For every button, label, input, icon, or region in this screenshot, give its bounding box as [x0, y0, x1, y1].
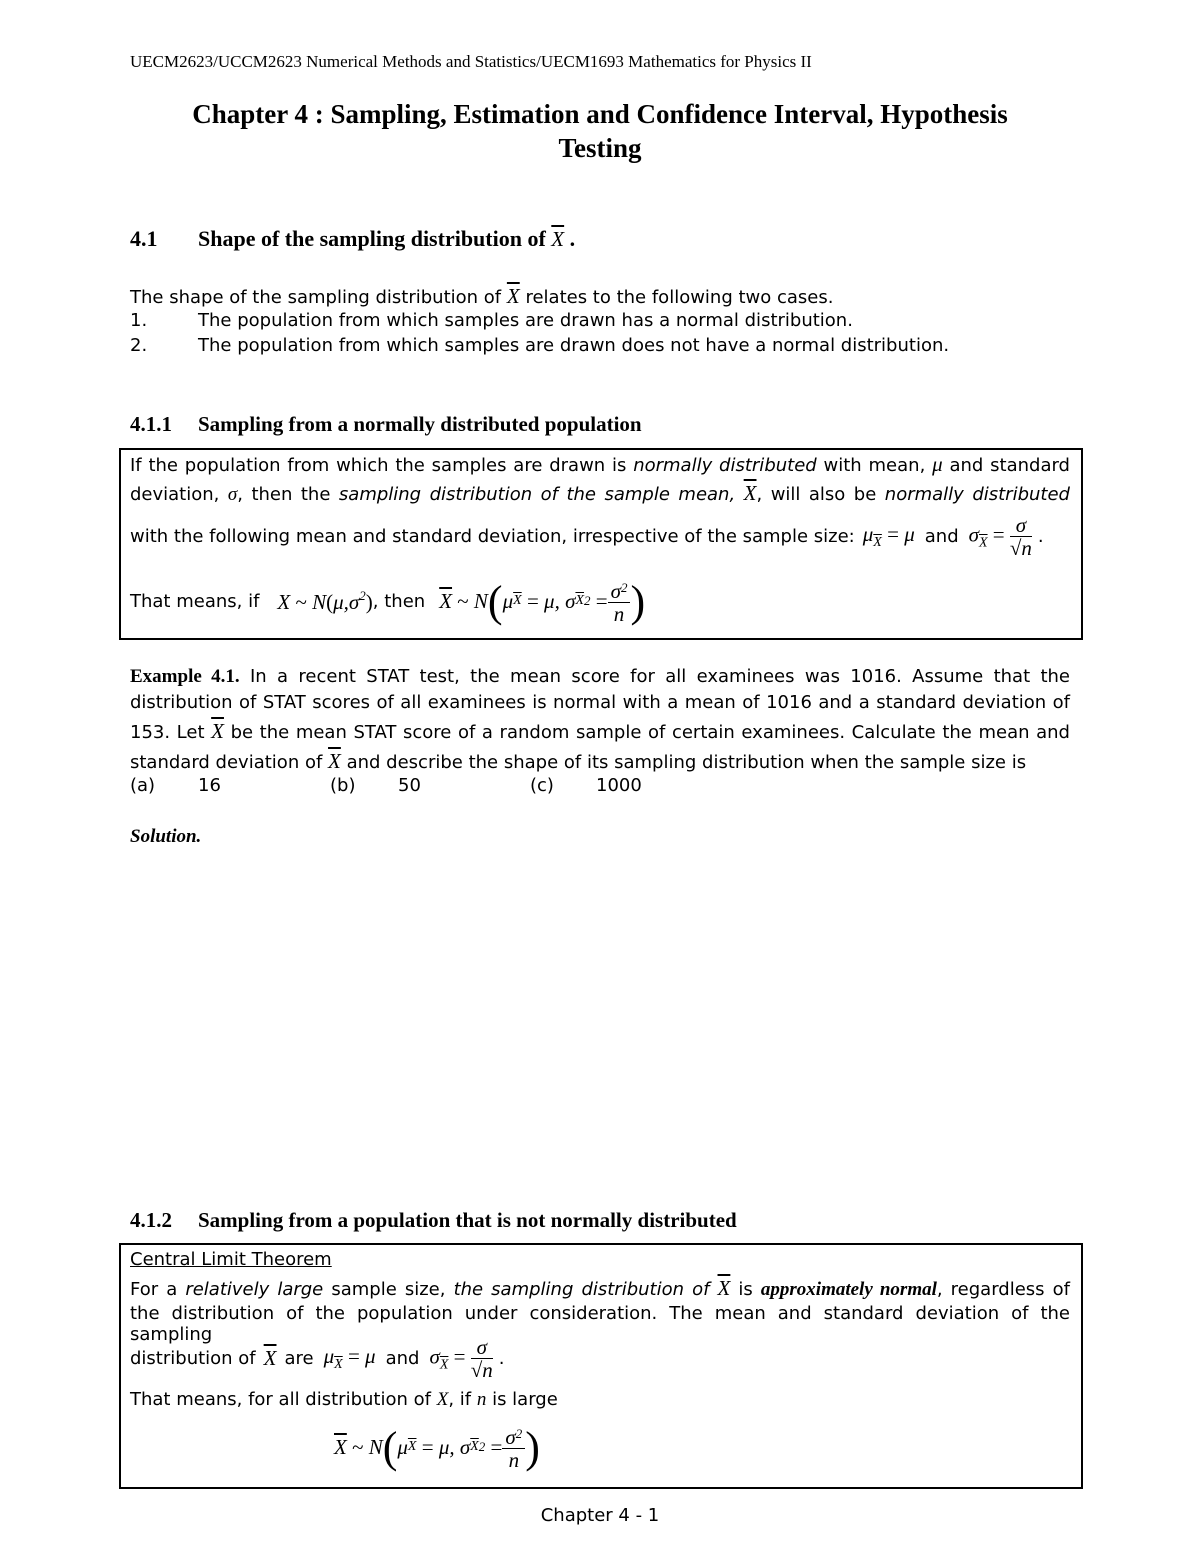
- section-4-1-heading: [130, 226, 575, 252]
- box1-line3: with the following mean and standard deviation, irrespective of the sample size: $\mu_{\overline{X}} = \mu$ and $\sigma_{\overline{X}}$ = $\frac{\sigma}{√n}$ .: [130, 512, 1044, 560]
- example-line3: [130, 719, 1070, 744]
- intro-line-b: relates to the following two cases.: [525, 287, 834, 308]
- text-italic: sampling distribution of the sample mean,: [338, 484, 736, 505]
- section-title: Shape of the sampling distribution of: [198, 226, 546, 251]
- text: , then the: [237, 484, 331, 505]
- example-label: Example 4.1.: [130, 666, 240, 687]
- box1-line1: [130, 452, 1070, 477]
- text: , then: [372, 590, 426, 612]
- intro-text: [130, 284, 833, 309]
- clt-line3: distribution of $\overline{X}$ are $\mu_{\overline{X}} = \mu$ and $\sigma_{\overline{X}}$ = $\frac{\sigma}{√n}$ .: [130, 1334, 505, 1382]
- text-bold-italic: approximately normal: [760, 1279, 937, 1300]
- population-distribution: X ~ $N(\mu,\sigma^2)$: [277, 587, 373, 614]
- box1-line2: [130, 481, 1070, 506]
- text: standard deviation of: [130, 752, 323, 773]
- xbar-symbol: $\overline{X}$: [211, 719, 224, 743]
- x-symbol: X: [436, 1389, 449, 1410]
- section-title: Sampling from a normally distributed population: [198, 412, 642, 436]
- intro-item-1: [130, 310, 853, 331]
- example-part-c: [530, 775, 642, 796]
- section-title: Sampling from a population that is not normally distributed: [198, 1208, 737, 1232]
- text: and standard: [949, 455, 1070, 476]
- example-line2: distribution of STAT scores of all examinees is normal with a mean of 1016 and a standard deviation of: [130, 692, 1070, 713]
- text: For a: [130, 1279, 178, 1300]
- text: That means, for all distribution of: [130, 1389, 431, 1410]
- text: deviation,: [130, 484, 220, 505]
- text: sample size,: [331, 1279, 446, 1300]
- text: distribution of: [130, 1347, 256, 1369]
- section-number: 4.1.2: [130, 1208, 172, 1232]
- xbar-symbol: $\overline{X}$: [263, 1345, 277, 1370]
- text-italic: the sampling distribution of: [453, 1279, 710, 1300]
- section-4-1-1-heading: [130, 412, 642, 437]
- text: , will also be: [756, 484, 877, 505]
- section-title-end: .: [569, 226, 576, 251]
- text: In a recent STAT test, the mean score for all examinees was 1016. Assume that the: [250, 666, 1071, 687]
- mu-symbol: μ: [932, 452, 943, 476]
- n-symbol: n: [476, 1389, 487, 1410]
- example-line1: [130, 666, 1070, 688]
- text: be the mean STAT score of a random sample of certain examinees. Calculate the mean and: [230, 722, 1070, 743]
- text: 153. Let: [130, 722, 205, 743]
- example-part-b: [330, 775, 421, 796]
- clt-line1: [130, 1276, 1070, 1301]
- intro-item-2: [130, 335, 949, 356]
- text: and: [385, 1347, 420, 1369]
- part-value: 50: [398, 775, 421, 796]
- sd-formula: $\sigma_{\overline{X}}$ = $\frac{\sigma}{√n}$: [429, 1334, 493, 1382]
- clt-line2: the distribution of the population under consideration. The mean and standard deviation of the sampling: [130, 1303, 1070, 1345]
- mean-formula: $\mu_{\overline{X}} = \mu$: [323, 1343, 376, 1372]
- text-italic: normally distributed: [633, 455, 817, 476]
- item-text: The population from which samples are drawn does not have a normal distribution.: [198, 335, 950, 356]
- text: If the population from which the samples are drawn is: [130, 455, 627, 476]
- xbar-symbol: $\overline{X}$: [551, 227, 565, 251]
- clt-heading: Central Limit Theorem: [130, 1249, 332, 1270]
- item-number: 2.: [130, 335, 148, 356]
- clt-formula: [334, 1414, 540, 1480]
- page-header: UECM2623/UCCM2623 Numerical Methods and Statistics/UECM1693 Mathematics for Physics II: [130, 52, 812, 71]
- mean-formula: $\mu_{\overline{X}} = \mu$: [862, 521, 915, 550]
- sampling-distribution: $\overline{X}$ ~ N ( μ $\overline{X}$ = μ, σ $\overline{X}$ 2 = $\frac{\sigma^2}{n}$ ): [439, 576, 646, 626]
- clt-line4: [130, 1389, 558, 1411]
- chapter-title-line2: Testing: [558, 133, 642, 163]
- part-value: 1000: [596, 775, 642, 796]
- sd-formula: $\sigma_{\overline{X}}$ = $\frac{\sigma}{√n}$: [968, 512, 1032, 560]
- solution-label: Solution.: [130, 826, 202, 847]
- part-value: 16: [198, 775, 221, 796]
- text-italic: relatively large: [185, 1279, 324, 1300]
- example-line4: [130, 749, 1026, 774]
- section-number: 4.1: [130, 226, 158, 251]
- chapter-title-line1: Chapter 4 : Sampling, Estimation and Confidence Interval, Hypothesis: [192, 99, 1008, 129]
- text: are: [284, 1347, 314, 1369]
- xbar-symbol: $\overline{X}$: [743, 481, 757, 505]
- xbar-symbol: $\overline{X}$: [717, 1276, 731, 1300]
- text: , regardless of: [936, 1279, 1070, 1300]
- item-text: The population from which samples are drawn has a normal distribution.: [198, 310, 853, 331]
- text: is: [738, 1279, 753, 1300]
- section-number: 4.1.1: [130, 412, 172, 436]
- intro-line-a: The shape of the sampling distribution of: [130, 287, 502, 308]
- part-label: (b): [330, 775, 356, 796]
- text: , if: [448, 1389, 472, 1410]
- page-footer: Chapter 4 - 1: [540, 1505, 660, 1526]
- text: with the following mean and standard deviation, irrespective of the sample size:: [130, 525, 855, 547]
- box1-line4: [130, 568, 1070, 634]
- text: and: [924, 525, 959, 547]
- text-italic: normally distributed: [884, 484, 1070, 505]
- xbar-symbol: $\overline{X}$: [506, 284, 520, 308]
- item-number: 1.: [130, 310, 148, 331]
- example-part-a: [130, 775, 221, 796]
- text: That means, if: [130, 590, 260, 612]
- text: and describe the shape of its sampling distribution when the sample size is: [346, 752, 1027, 773]
- part-label: (a): [130, 775, 156, 796]
- xbar-symbol: $\overline{X}$: [328, 749, 341, 773]
- sigma-symbol: σ: [227, 484, 238, 505]
- section-4-1-2-heading: [130, 1208, 737, 1233]
- text: is large: [492, 1389, 558, 1410]
- part-label: (c): [530, 775, 554, 796]
- text: with mean,: [823, 455, 926, 476]
- sampling-distribution: $\overline{X}$ ~ N ( μ $\overline{X}$ = μ, σ $\overline{X}$ 2 = $\frac{\sigma^2}{n}$ ): [334, 1422, 540, 1472]
